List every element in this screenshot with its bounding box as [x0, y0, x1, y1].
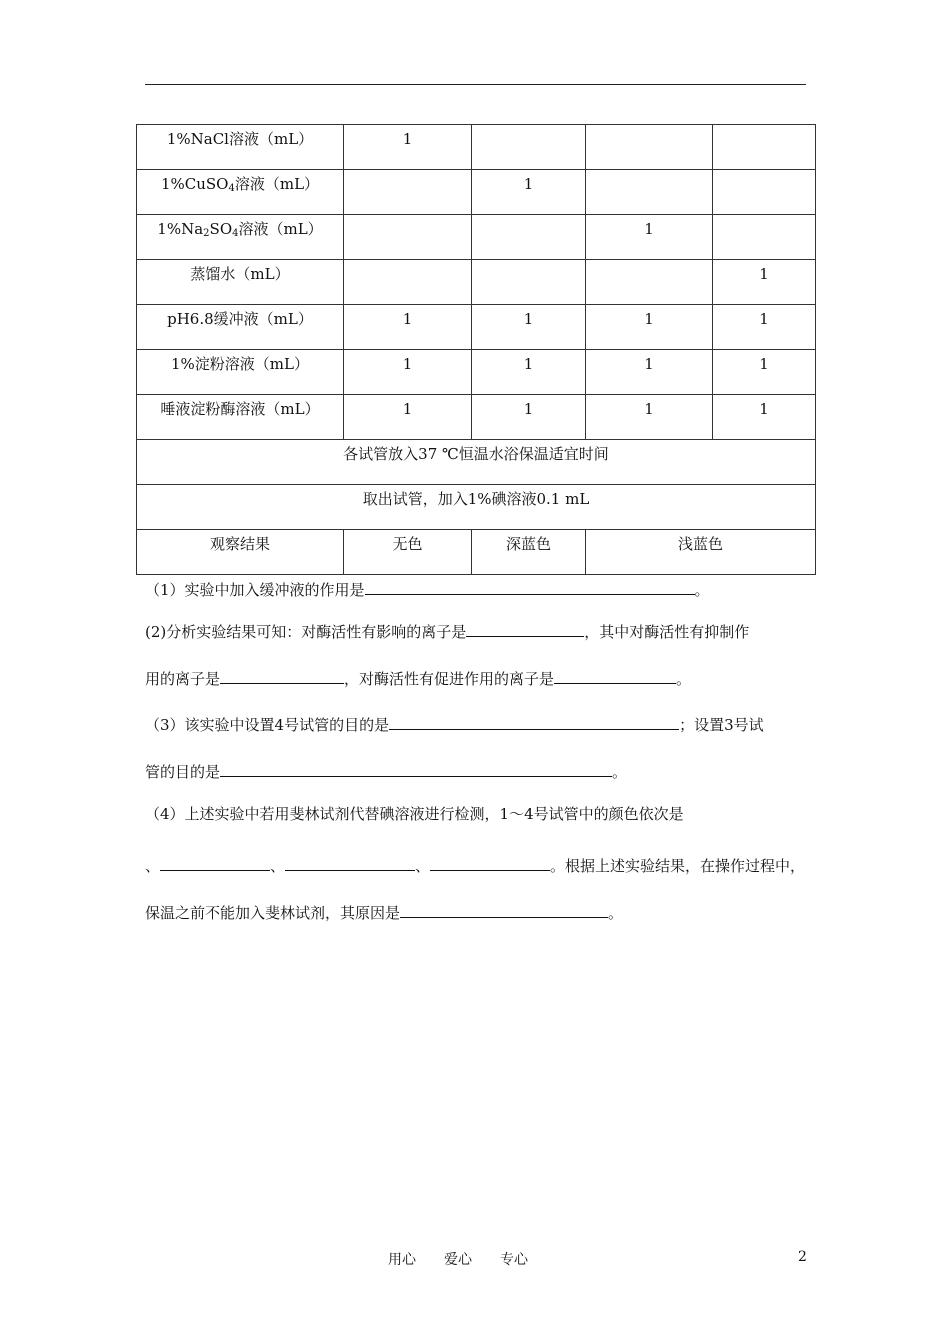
table-cell: 1: [472, 350, 586, 395]
result-label: 观察结果: [137, 530, 344, 575]
table-cell: 1: [713, 350, 816, 395]
question-2-line-1: (2)分析实验结果可知：对酶活性有影响的离子是 ，其中对酶活性有抑制作: [145, 620, 810, 643]
table-cell: 1: [586, 395, 713, 440]
question-1: （1）实验中加入缓冲液的作用是 。: [145, 578, 810, 601]
result-row: [137, 530, 816, 575]
table-cell: [344, 170, 472, 215]
table-cell: 1: [472, 170, 586, 215]
answer-blank[interactable]: [554, 667, 676, 684]
table-row: [137, 305, 816, 350]
row-label: pH6.8缓冲液（mL）: [137, 305, 344, 350]
table-cell: 1: [713, 305, 816, 350]
result-cell: 无色: [344, 530, 472, 575]
table-row: [137, 215, 816, 260]
step-row-incubate: 各试管放入37 ℃恒温水浴保温适宜时间: [137, 440, 816, 485]
table-cell: [344, 215, 472, 260]
question-2-line-2: 用的离子是 ，对酶活性有促进作用的离子是 。: [145, 667, 810, 690]
table-cell: 1: [344, 125, 472, 170]
footer-motto-3: 专心: [500, 1252, 528, 1268]
question-3-line-2: 管的目的是 。: [145, 760, 810, 783]
footer-motto-2: 爱心: [444, 1252, 472, 1268]
row-label: 1%淀粉溶液（mL）: [137, 350, 344, 395]
table-cell: [472, 125, 586, 170]
footer-motto: [388, 1249, 556, 1269]
answer-blank[interactable]: [220, 760, 612, 777]
row-label: 1%CuSO$_4$溶液（mL）: [137, 170, 344, 215]
table-cell: [472, 260, 586, 305]
row-label: 1%NaCl溶液（mL）: [137, 125, 344, 170]
table-cell: [713, 125, 816, 170]
answer-blank[interactable]: [220, 667, 344, 684]
table-cell: [586, 170, 713, 215]
table-row: [137, 125, 816, 170]
answer-blank[interactable]: [365, 578, 695, 595]
table-cell: [586, 125, 713, 170]
answer-blank[interactable]: [160, 854, 270, 871]
answer-blank[interactable]: [389, 713, 679, 730]
table-cell: 1: [586, 305, 713, 350]
table-row: [137, 395, 816, 440]
question-3-line-1: （3）该实验中设置4号试管的目的是 ；设置3号试: [145, 713, 810, 736]
table-cell: 1: [472, 395, 586, 440]
footer-motto-1: 用心: [388, 1252, 416, 1268]
table-cell: [713, 215, 816, 260]
table-cell: 1: [344, 395, 472, 440]
table-row: [137, 350, 816, 395]
header-rule: [145, 84, 806, 85]
result-cell: 浅蓝色: [586, 530, 816, 575]
step-row-iodine: 取出试管，加入1%碘溶液0.1 mL: [137, 485, 816, 530]
answer-blank[interactable]: [285, 854, 415, 871]
row-label: 唾液淀粉酶溶液（mL）: [137, 395, 344, 440]
question-4-line-3: 保温之前不能加入斐林试剂，其原因是 。: [145, 901, 810, 924]
question-4-line-1: （4）上述实验中若用斐林试剂代替碘溶液进行检测，1～4号试管中的颜色依次是: [145, 805, 684, 823]
result-cell: 深蓝色: [472, 530, 586, 575]
table-cell: [344, 260, 472, 305]
page-number: 2: [798, 1249, 807, 1265]
question-4-line-2: 、 、 、 。根据上述实验结果，在操作过程中，: [145, 854, 810, 877]
table-cell: [472, 215, 586, 260]
table-cell: 1: [586, 350, 713, 395]
table-cell: 1: [713, 395, 816, 440]
table-cell: 1: [344, 305, 472, 350]
table-cell: [586, 260, 713, 305]
table-cell: 1: [713, 260, 816, 305]
row-label: $1\%Na_2SO_4$溶液（mL）: [137, 215, 344, 260]
table-cell: 1: [586, 215, 713, 260]
answer-blank[interactable]: [430, 854, 550, 871]
row-label: 蒸馏水（mL）: [137, 260, 344, 305]
table-cell: 1: [472, 305, 586, 350]
answer-blank[interactable]: [466, 620, 584, 637]
table-row: [137, 260, 816, 305]
table-cell: [713, 170, 816, 215]
experiment-table: [136, 124, 816, 575]
table-row: [137, 170, 816, 215]
answer-blank[interactable]: [400, 901, 608, 918]
table-cell: 1: [344, 350, 472, 395]
